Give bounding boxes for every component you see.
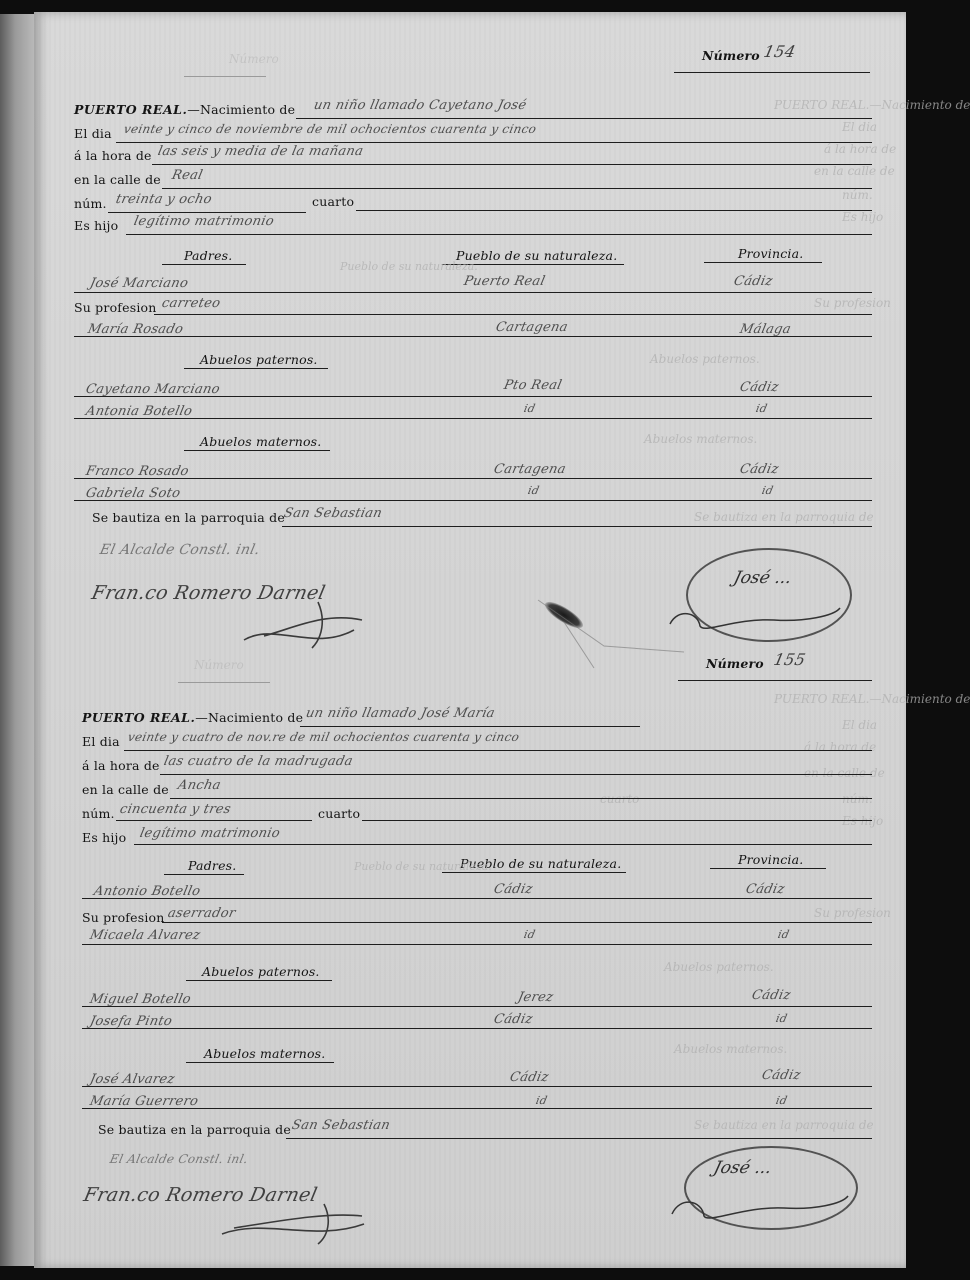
bleed-hijo: Es hijo <box>842 210 884 224</box>
abuelos-maternos-rule <box>186 1062 334 1063</box>
calle-rule <box>170 798 872 799</box>
register-page <box>34 12 970 1268</box>
ap1-provincia: Cádiz <box>738 380 781 395</box>
ap2-pueblo: id <box>522 402 537 415</box>
bleed-ap: Abuelos paternos. <box>650 352 760 366</box>
abuelos-paternos-label: Abuelos paternos. <box>202 964 320 979</box>
cuarto-label: cuarto <box>318 806 361 821</box>
calle-rule <box>162 188 872 189</box>
bleed-dia: El dia <box>842 718 878 732</box>
bleed-hijo: Es hijo <box>842 814 884 828</box>
hora-label: á la hora de <box>74 148 152 163</box>
bleed-num: núm. <box>842 188 873 202</box>
hora-value: las cuatro de la madrugada <box>162 754 355 769</box>
nacimiento-rule <box>300 726 640 727</box>
calle-label: en la calle de <box>74 172 161 187</box>
am2-name: Gabriela Soto <box>84 486 182 501</box>
profesion-rule <box>162 922 872 923</box>
bleed-rule <box>184 76 266 77</box>
hora-value: las seis y media de la mañana <box>156 144 365 159</box>
father-pueblo: Cádiz <box>492 882 535 897</box>
hora-rule <box>160 774 872 775</box>
am2-name: María Guerrero <box>88 1094 200 1109</box>
father-name: José Marciano <box>88 276 190 291</box>
place-label: PUERTO REAL.—Nacimiento de <box>74 102 296 117</box>
ap2-rule <box>74 418 872 419</box>
calle-value: Real <box>170 168 205 183</box>
profesion-value: aserrador <box>166 906 237 921</box>
father-pueblo: Puerto Real <box>462 274 547 289</box>
ap2-name: Josefa Pinto <box>88 1014 174 1029</box>
father-rule <box>82 898 872 899</box>
place-label: PUERTO REAL.—Nacimiento de <box>82 710 304 725</box>
bleed-numero: Número <box>229 52 279 66</box>
col-padres-rule <box>164 874 244 875</box>
hijo-value: legítimo matrimonio <box>132 214 276 229</box>
bleed-pueblo: Pueblo de su naturaleza. <box>340 260 478 273</box>
mother-provincia: id <box>776 928 791 941</box>
nacimiento-value: un niño llamado José María <box>304 706 497 721</box>
seal-text: José ... <box>731 568 794 588</box>
bautiza-rule <box>286 1138 872 1139</box>
hijo-rule <box>134 844 872 845</box>
calle-label: en la calle de <box>82 782 169 797</box>
bleed-place: PUERTO REAL.—Nacimiento de <box>774 692 970 706</box>
mother-rule <box>74 336 872 337</box>
col-pueblo: Pueblo de su naturaleza. <box>456 248 618 263</box>
father-name: Antonio Botello <box>92 884 202 899</box>
abuelos-paternos-label: Abuelos paternos. <box>200 352 318 367</box>
numero-value: 154 <box>761 42 798 61</box>
bleed-calle: en la calle de <box>804 766 885 780</box>
bleed-rule <box>178 682 270 683</box>
ap1-pueblo: Pto Real <box>502 378 564 393</box>
mother-name: Micaela Alvarez <box>88 928 202 943</box>
am1-rule <box>82 1086 872 1087</box>
numero-label: Número <box>706 656 764 671</box>
bleed-dia: El dia <box>842 120 878 134</box>
am1-provincia: Cádiz <box>738 462 781 477</box>
profesion-label: Su profesion <box>74 300 157 315</box>
clerk-signature: Fran.co Romero Darnel <box>89 582 328 604</box>
abuelos-maternos-rule <box>184 450 330 451</box>
mother-rule <box>82 944 872 945</box>
dia-rule <box>116 142 872 143</box>
col-provincia: Provincia. <box>738 246 804 261</box>
num-rule <box>116 820 312 821</box>
bleed-bautiza: Se bautiza en la parroquia de <box>694 1118 874 1132</box>
nacimiento-value: un niño llamado Cayetano José <box>312 98 528 113</box>
hora-rule <box>152 164 872 165</box>
previous-page-edge <box>0 14 34 1266</box>
ap2-provincia: id <box>754 402 769 415</box>
ap2-provincia: id <box>774 1012 789 1025</box>
am1-rule <box>74 478 872 479</box>
dia-value: veinte y cinco de noviembre de mil ochocientos cuarenta y cinco <box>122 122 538 136</box>
col-pueblo: Pueblo de su naturaleza. <box>460 856 622 871</box>
cuarto-label: cuarto <box>312 194 355 209</box>
am1-provincia: Cádiz <box>760 1068 803 1083</box>
bleed-profesion: Su profesion <box>814 906 891 920</box>
col-padres: Padres. <box>184 248 233 263</box>
bleed-hora: á la hora de <box>804 740 877 754</box>
bautiza-value: San Sebastian <box>282 506 384 521</box>
bleed-num: núm. <box>842 792 873 806</box>
am1-pueblo: Cartagena <box>492 462 568 477</box>
abuelos-maternos-label: Abuelos maternos. <box>204 1046 326 1061</box>
ap1-name: Cayetano Marciano <box>84 382 222 397</box>
bautiza-rule <box>282 526 872 527</box>
alcalde-signature: El Alcalde Constl. inl. <box>108 1152 250 1166</box>
dia-label: El dia <box>82 734 120 749</box>
father-provincia: Cádiz <box>732 274 775 289</box>
dia-rule <box>124 750 872 751</box>
profesion-label: Su profesion <box>82 910 165 925</box>
father-rule <box>74 292 872 293</box>
bleed-am: Abuelos maternos. <box>674 1042 788 1056</box>
ap2-pueblo: Cádiz <box>492 1012 535 1027</box>
ap1-rule <box>82 1006 872 1007</box>
am2-rule <box>82 1108 872 1109</box>
nacimiento-rule <box>296 118 872 119</box>
hijo-label: Es hijo <box>74 218 119 233</box>
clerk-signature: Fran.co Romero Darnel <box>81 1184 320 1206</box>
ap2-rule <box>82 1028 872 1029</box>
num-rule <box>108 212 306 213</box>
hijo-value: legítimo matrimonio <box>138 826 282 841</box>
am2-pueblo: id <box>534 1094 549 1107</box>
bleed-place: PUERTO REAL.—Nacimiento de <box>774 98 970 112</box>
am2-rule <box>74 500 872 501</box>
seal-text: José ... <box>711 1158 774 1178</box>
am1-name: Franco Rosado <box>84 464 191 479</box>
am1-name: José Alvarez <box>88 1072 177 1087</box>
bleed-numero: Número <box>194 658 244 672</box>
numero-label: Número <box>702 48 760 63</box>
bleed-pueblo: Pueblo de su naturaleza. <box>354 860 492 873</box>
mother-provincia: Málaga <box>738 322 793 337</box>
num-label: núm. <box>82 806 115 821</box>
signature-flourish-icon <box>234 592 374 652</box>
col-padres-rule <box>162 264 246 265</box>
am2-provincia: id <box>760 484 775 497</box>
seal-flourish-icon <box>664 598 844 638</box>
ap1-provincia: Cádiz <box>750 988 793 1003</box>
col-provincia-rule <box>704 262 822 263</box>
abuelos-paternos-rule <box>186 980 332 981</box>
bautiza-label: Se bautiza en la parroquia de <box>92 510 285 525</box>
bleed-profesion: Su profesion <box>814 296 891 310</box>
signature-flourish-icon <box>214 1198 374 1248</box>
abuelos-maternos-label: Abuelos maternos. <box>200 434 322 449</box>
numero-value: 155 <box>771 650 808 669</box>
numero-rule <box>678 680 872 681</box>
profesion-rule <box>154 314 872 315</box>
bleed-cuarto: cuarto <box>600 792 640 806</box>
abuelos-paternos-rule <box>184 368 328 369</box>
col-provincia-rule <box>710 868 826 869</box>
calle-value: Ancha <box>176 778 223 793</box>
ap1-name: Miguel Botello <box>88 992 193 1007</box>
hora-label: á la hora de <box>82 758 160 773</box>
mother-pueblo: Cartagena <box>494 320 570 335</box>
bleed-calle: en la calle de <box>814 164 895 178</box>
ap2-name: Antonia Botello <box>84 404 194 419</box>
bautiza-label: Se bautiza en la parroquia de <box>98 1122 291 1137</box>
bleed-ap: Abuelos paternos. <box>664 960 774 974</box>
am1-pueblo: Cádiz <box>508 1070 551 1085</box>
cuarto-rule <box>362 820 872 821</box>
am2-provincia: id <box>774 1094 789 1107</box>
bautiza-value: San Sebastian <box>290 1118 392 1133</box>
seal-flourish-icon <box>664 1188 854 1228</box>
bleed-am: Abuelos maternos. <box>644 432 758 446</box>
hijo-rule <box>126 234 872 235</box>
alcalde-signature: El Alcalde Constl. inl. <box>98 542 262 558</box>
num-value: treinta y ocho <box>114 192 214 207</box>
ap1-rule <box>74 396 872 397</box>
mother-pueblo: id <box>522 928 537 941</box>
num-label: núm. <box>74 196 107 211</box>
father-provincia: Cádiz <box>744 882 787 897</box>
dia-label: El dia <box>74 126 112 141</box>
bleed-bautiza: Se bautiza en la parroquia de <box>694 510 874 524</box>
dia-value: veinte y cuatro de nov.re de mil ochocientos cuarenta y cinco <box>126 730 521 744</box>
am2-pueblo: id <box>526 484 541 497</box>
mother-name: María Rosado <box>86 322 185 337</box>
ap1-pueblo: Jerez <box>516 990 555 1005</box>
profesion-value: carreteo <box>160 296 222 311</box>
numero-rule <box>674 72 870 73</box>
col-padres: Padres. <box>188 858 237 873</box>
num-value: cincuenta y tres <box>118 802 233 817</box>
hijo-label: Es hijo <box>82 830 127 845</box>
bleed-hora: á la hora de <box>824 142 897 156</box>
col-provincia: Provincia. <box>738 852 804 867</box>
cuarto-rule <box>356 210 872 211</box>
